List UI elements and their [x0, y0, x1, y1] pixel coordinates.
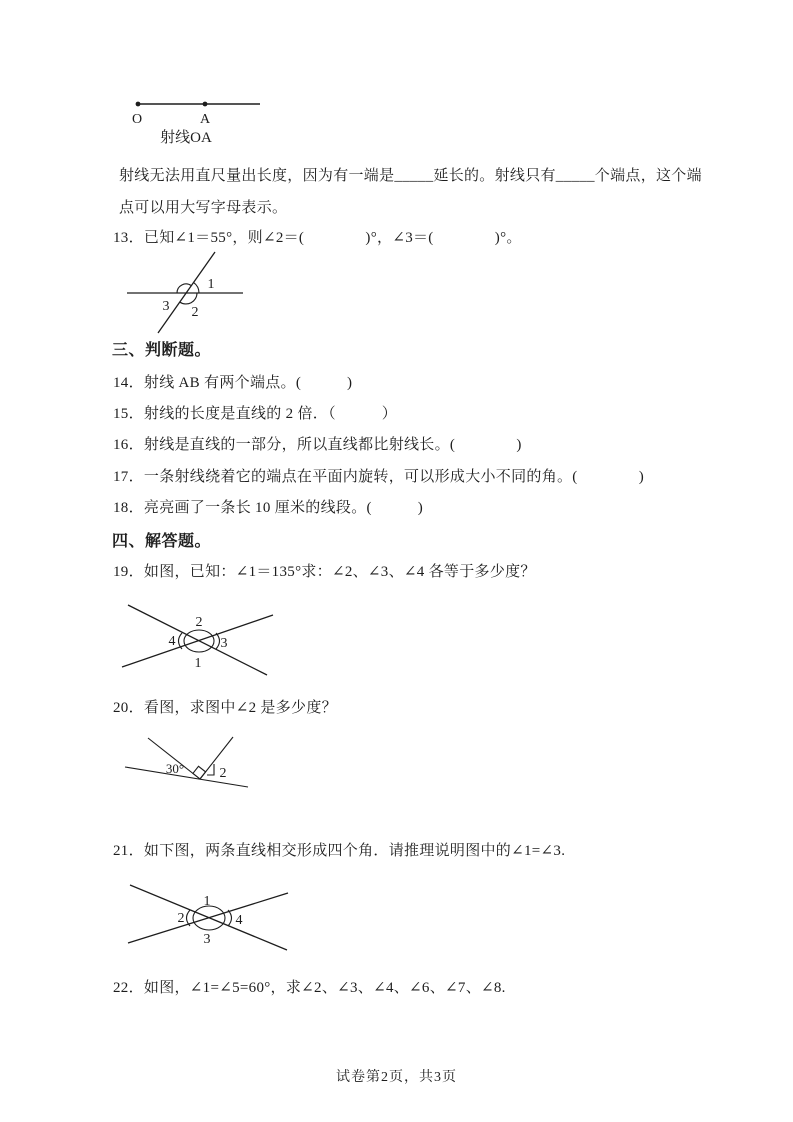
section-judge-title: 三、判断题。: [112, 342, 212, 359]
question-13-text: 13．已知∠1＝55°，则∠2＝( )°，∠3＝( )°。: [113, 230, 522, 246]
figure-q20-angles: [115, 726, 265, 798]
q13-angle1-arc: [194, 282, 200, 293]
page-footer: 试卷第2页，共3页: [336, 1070, 457, 1085]
q21-label-1: 1: [203, 894, 211, 909]
q13-label-1: 1: [207, 277, 215, 292]
question-22-text: 22．如图，∠1=∠5=60°，求∠2、∠3、∠4、∠6、∠7、∠8.: [113, 980, 506, 996]
question-19-text: 19．如图，已知：∠1＝135°求：∠2、∠3、∠4 各等于多少度？: [113, 564, 536, 580]
figure-q13-angles: [115, 246, 265, 341]
q19-label-2: 2: [195, 615, 203, 630]
point-a-dot: [203, 102, 208, 107]
q19-label-1: 1: [194, 656, 202, 671]
question-17-text: 17．一条射线绕着它的端点在平面内旋转，可以形成大小不同的角。( ): [113, 469, 645, 485]
q20-label-30deg: 30°: [165, 761, 185, 776]
fill-question-line1: 射线无法用直尺量出长度，因为有一端是_____延长的。射线只有_____个端点，这个端: [119, 168, 702, 184]
q21-label-3: 3: [203, 932, 211, 947]
question-20-text: 20．看图，求图中∠2 是多少度？: [113, 700, 337, 716]
q20-base-line: [125, 767, 248, 787]
question-21-text: 21．如下图，两条直线相交形成四个角．请推理说明图中的∠1=∠3.: [113, 843, 566, 859]
q13-label-2: 2: [191, 305, 199, 320]
q20-label-2: 2: [219, 766, 227, 781]
question-18-text: 18．亮亮画了一条长 10 厘米的线段。( ): [113, 500, 423, 516]
question-15-text: 15．射线的长度是直线的 2 倍．（ ）: [113, 406, 398, 422]
label-a: A: [199, 112, 211, 127]
q21-label-2: 2: [177, 911, 185, 926]
figure-q21-cross: [118, 878, 298, 960]
figure-ray-oa: [110, 86, 285, 152]
figure-q19-cross: [118, 596, 288, 686]
question-16-text: 16．射线是直线的一部分，所以直线都比射线长。( ): [113, 437, 522, 453]
q21-right-arc: [228, 910, 232, 926]
q19-right-arc: [216, 633, 220, 649]
label-o: O: [131, 112, 143, 127]
q13-label-3: 3: [162, 299, 170, 314]
question-14-text: 14．射线 AB 有两个端点。( ): [113, 375, 353, 391]
fill-question-line2: 点可以用大写字母表示。: [119, 200, 288, 216]
q19-label-3: 3: [220, 636, 228, 651]
q19-label-4: 4: [168, 634, 176, 649]
q20-right-angle-mark: [193, 766, 206, 779]
ray-caption: 射线OA: [160, 130, 212, 146]
section-solve-title: 四、解答题。: [112, 533, 212, 550]
q21-label-4: 4: [235, 913, 243, 928]
endpoint-o-dot: [136, 102, 141, 107]
